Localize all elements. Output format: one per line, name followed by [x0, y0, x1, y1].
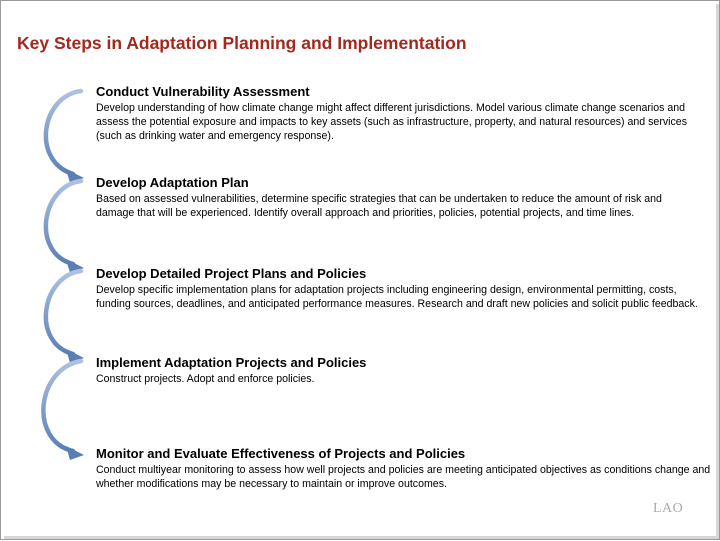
- step-vulnerability-assessment: [96, 84, 711, 143]
- step-heading: Implement Adaptation Projects and Policies: [96, 355, 367, 370]
- slide-shadow-bottom: [4, 536, 719, 539]
- arrow-3: [46, 271, 84, 363]
- step-description: Develop understanding of how climate change might affect different jurisdictions. Model various climate change scenarios and assess the potential exposure and impacts to key assets (such as infrastructure, property, and natural resources) and services (such as drinking water and emergency response).: [96, 102, 687, 142]
- arrow-1: [46, 91, 84, 183]
- step-description: Develop specific implementation plans for adaptation projects including engineering design, environmental permitting, costs, funding sources, deadlines, and anticipated performance measures. Research and draft new policies and solicit public feedback.: [96, 284, 698, 310]
- step-heading: Develop Adaptation Plan: [96, 175, 249, 190]
- step-description: Conduct multiyear monitoring to assess how well projects and policies are meeting anticipated objectives as conditions change and whether modifications may be necessary to maintain or improve outcomes.: [96, 464, 711, 490]
- step-description: Based on assessed vulnerabilities, determine specific strategies that can be undertaken to reduce the amount of risk and damage that will be experienced. Identify overall approach and priorities, policies, potential projects, and time lines.: [96, 193, 662, 219]
- step-heading: Conduct Vulnerability Assessment: [96, 84, 310, 99]
- slide-shadow-right: [716, 4, 719, 538]
- step-heading: Monitor and Evaluate Effectiveness of Projects and Policies: [96, 446, 466, 461]
- lao-logo: LAO: [653, 501, 684, 516]
- arrow-4: [43, 361, 84, 460]
- step-implement: [96, 355, 711, 386]
- step-adaptation-plan: [96, 175, 711, 220]
- step-project-plans: [96, 266, 711, 311]
- step-monitor-evaluate: [96, 446, 711, 491]
- arrow-2: [46, 181, 84, 273]
- slide-title: Key Steps in Adaptation Planning and Implementation: [17, 33, 467, 53]
- step-description: Construct projects. Adopt and enforce policies.: [96, 373, 315, 385]
- step-heading: Develop Detailed Project Plans and Policies: [96, 266, 367, 281]
